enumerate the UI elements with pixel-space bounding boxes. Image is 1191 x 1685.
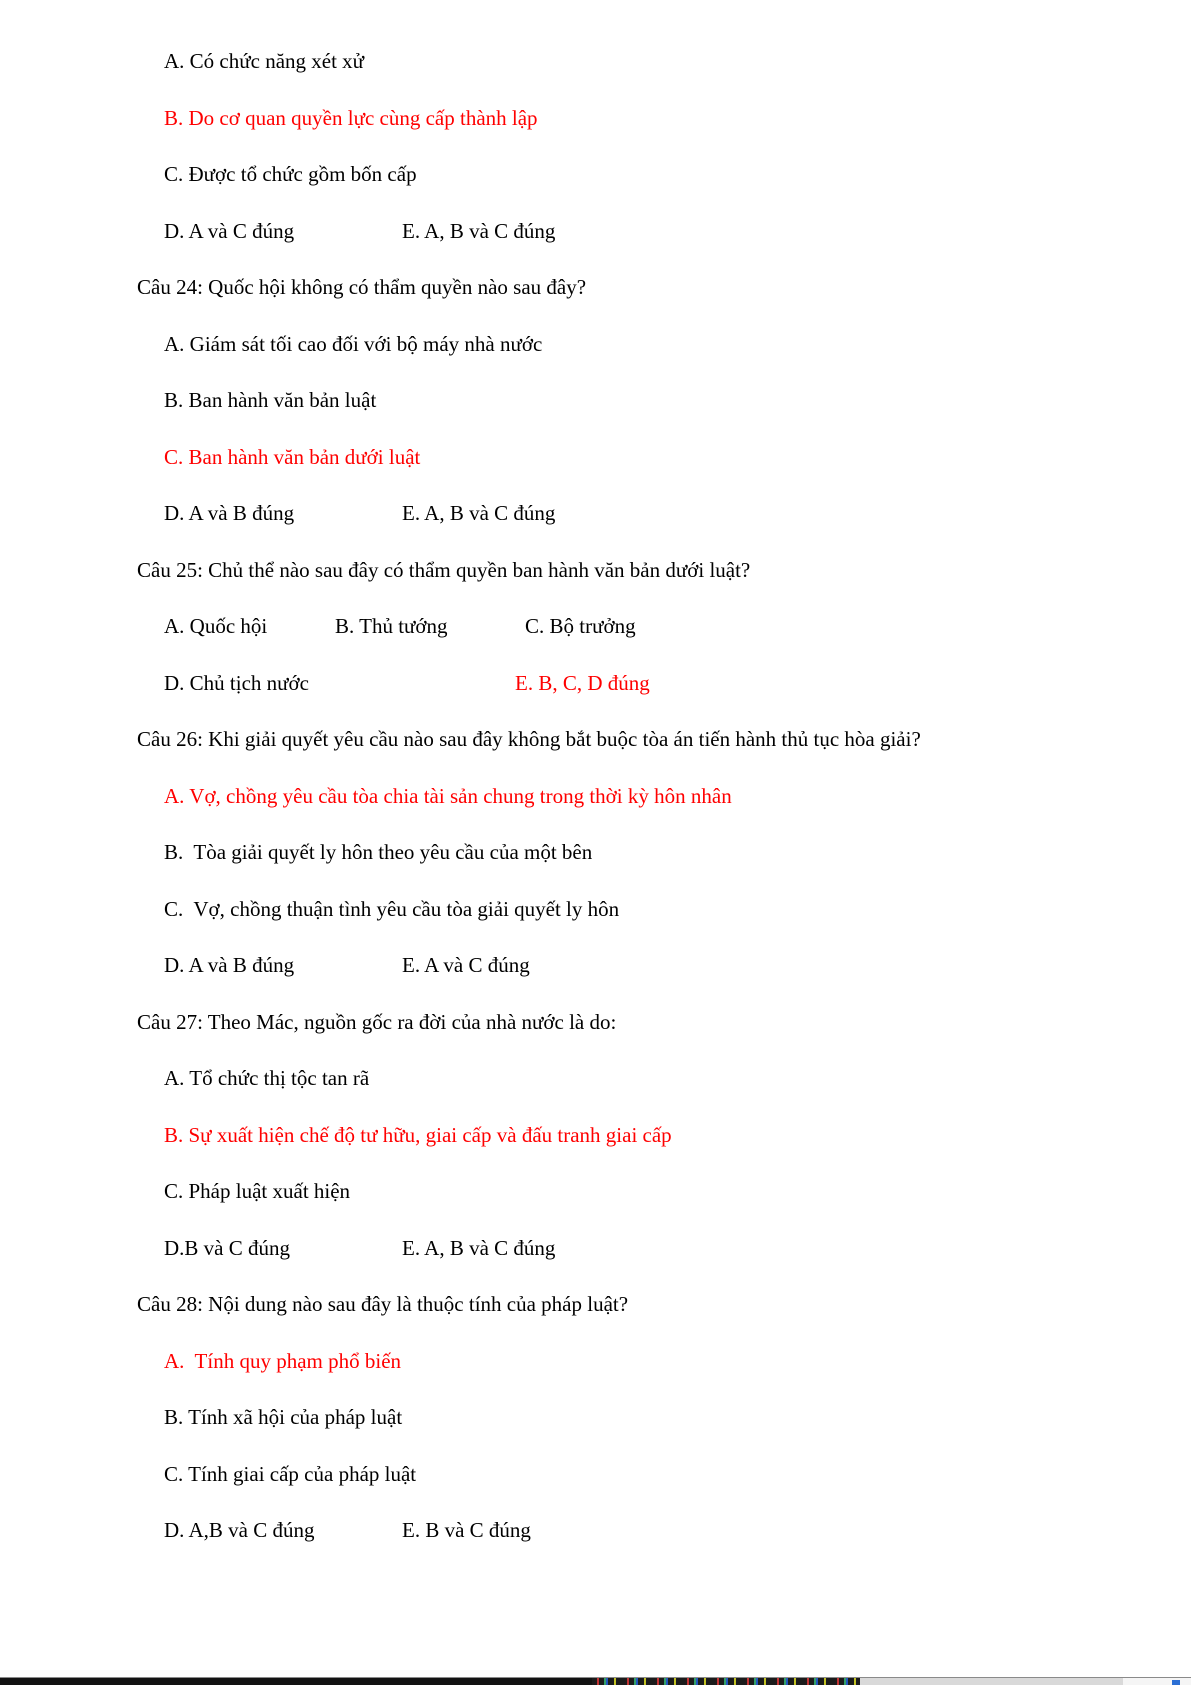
option-text: E. A, B và C đúng xyxy=(402,218,556,243)
option-line xyxy=(164,1389,1191,1446)
question-prompt xyxy=(137,259,1191,316)
question-prompt xyxy=(137,994,1191,1051)
option-text: A. Tổ chức thị tộc tan rã xyxy=(164,1066,370,1090)
option-text: D. A và B đúng xyxy=(164,501,295,525)
question-text: Câu 24: Quốc hội không có thẩm quyền nào sau đây? xyxy=(137,275,587,299)
option-text: E. A, B và C đúng xyxy=(402,501,556,525)
option-line xyxy=(164,1333,1191,1390)
correct-answer-text: E. B, C, D đúng xyxy=(515,670,650,695)
question-text: Câu 26: Khi giải quyết yêu cầu nào sau đây không bắt buộc tòa án tiến hành thủ tục hòa giải? xyxy=(137,727,921,751)
option-line xyxy=(164,1107,1191,1164)
correct-answer-text: C. Ban hành văn bản dưới luật xyxy=(164,444,421,469)
option-line xyxy=(164,90,1191,147)
option-line xyxy=(164,824,1191,881)
taskbar-gray-segment xyxy=(860,1678,1123,1685)
option-triple-line xyxy=(164,598,1191,655)
option-text: B. Thủ tướng xyxy=(335,614,448,638)
option-text: D. A và B đúng xyxy=(164,953,295,977)
option-line xyxy=(164,768,1191,825)
option-pair-line xyxy=(164,937,1191,994)
question-text: Câu 25: Chủ thể nào sau đây có thẩm quyền ban hành văn bản dưới luật? xyxy=(137,557,751,582)
option-text: A. Quốc hội xyxy=(164,614,268,638)
option-text: E. B và C đúng xyxy=(402,1518,531,1542)
option-text: B. Ban hành văn bản luật xyxy=(164,388,377,412)
option-line xyxy=(164,146,1191,203)
correct-answer-text: B. Do cơ quan quyền lực cùng cấp thành lập xyxy=(164,105,538,130)
option-text: B. Tính xã hội của pháp luật xyxy=(164,1405,403,1429)
option-text: C. Vợ, chồng thuận tình yêu cầu tòa giải quyết ly hôn xyxy=(164,896,620,921)
question-text: Câu 27: Theo Mác, nguồn gốc ra đời của nhà nước là do: xyxy=(137,1009,617,1034)
option-pair-line xyxy=(164,485,1191,542)
option-line xyxy=(164,1446,1191,1503)
option-text: E. A, B và C đúng xyxy=(402,1235,556,1260)
correct-answer-text: B. Sự xuất hiện chế độ tư hữu, giai cấp và đấu tranh giai cấp xyxy=(164,1122,672,1147)
option-text: D. A,B và C đúng xyxy=(164,1518,315,1542)
option-text: A. Giám sát tối cao đối với bộ máy nhà nước xyxy=(164,331,543,356)
taskbar-dark-segment xyxy=(0,1678,592,1685)
option-line xyxy=(164,1050,1191,1107)
correct-answer-text: A. Vợ, chồng yêu cầu tòa chia tài sản chung trong thời kỳ hôn nhân xyxy=(164,783,732,808)
option-line xyxy=(164,881,1191,938)
taskbar-fragment-dot xyxy=(1172,1680,1180,1685)
option-text: D.B và C đúng xyxy=(164,1235,290,1260)
question-text: Câu 28: Nội dung nào sau đây là thuộc tính của pháp luật? xyxy=(137,1292,629,1316)
option-line xyxy=(164,33,1191,90)
option-line xyxy=(164,1163,1191,1220)
option-line xyxy=(164,372,1191,429)
option-text: B. Tòa giải quyết ly hôn theo yêu cầu của một bên xyxy=(164,840,593,864)
option-pair-line xyxy=(164,203,1191,260)
option-text: C. Tính giai cấp của pháp luật xyxy=(164,1461,417,1486)
option-text: C. Pháp luật xuất hiện xyxy=(164,1179,351,1203)
option-pair-line xyxy=(164,1220,1191,1277)
taskbar-sliver[interactable] xyxy=(0,1677,1191,1685)
option-text: C. Được tổ chức gồm bốn cấp xyxy=(164,162,417,186)
option-pair-line xyxy=(164,1502,1191,1559)
option-text: D. A và C đúng xyxy=(164,218,295,243)
option-text: A. Có chức năng xét xử xyxy=(164,49,365,73)
correct-answer-text: A. Tính quy phạm phổ biến xyxy=(164,1348,402,1373)
option-text: D. Chủ tịch nước xyxy=(164,670,309,695)
question-prompt xyxy=(137,711,1191,768)
option-pair-line xyxy=(164,655,1191,712)
question-prompt xyxy=(137,1276,1191,1333)
question-prompt xyxy=(137,542,1191,599)
option-line xyxy=(164,429,1191,486)
taskbar-icon-fragments xyxy=(592,1678,860,1685)
option-text: E. A và C đúng xyxy=(402,953,530,977)
taskbar-light-segment xyxy=(1123,1678,1191,1685)
option-text: C. Bộ trưởng xyxy=(525,614,636,638)
option-line xyxy=(164,316,1191,373)
